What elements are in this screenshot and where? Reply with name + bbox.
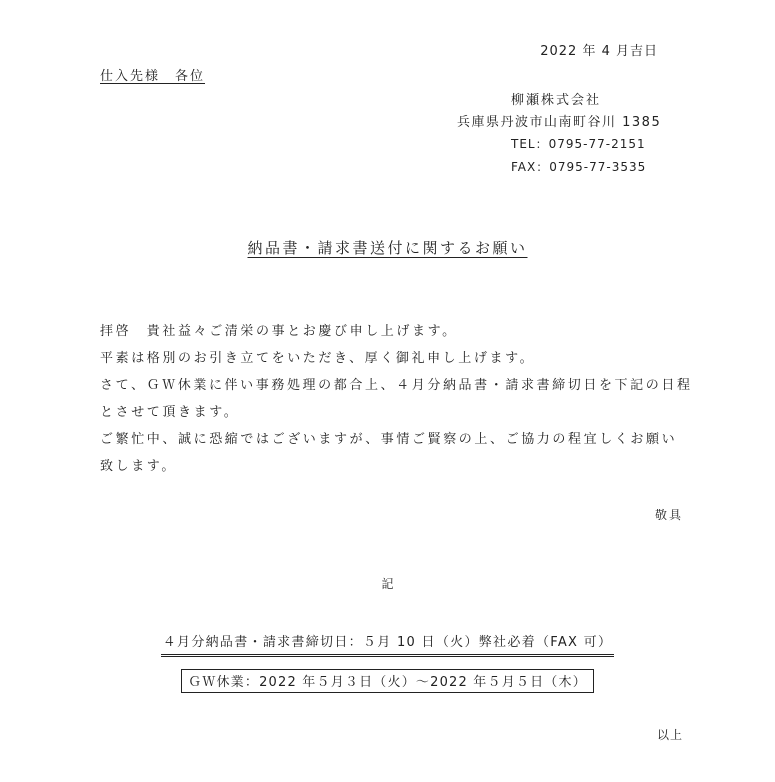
ki-heading: 記 — [381, 577, 394, 591]
deadline-row — [0, 631, 775, 657]
body-line: 拝啓 貴社益々ご清栄の事とお慶び申し上げます。 — [100, 324, 458, 339]
recipient-line: 仕入先様 各位 — [100, 69, 206, 84]
closing-keigu: 敬具 — [654, 508, 683, 522]
holiday-row — [0, 669, 775, 693]
document-date: 2022 年 4 月吉日 — [540, 44, 658, 59]
holiday-notice-box: ＧＷ休業：2022 年５月３日（火）～2022 年５月５日（木） — [181, 669, 594, 693]
body-line: ご繁忙中、誠に恐縮ではございますが、事情ご賢察の上、ご協力の程宜しくお願い — [100, 432, 678, 447]
sender-address: 兵庫県丹波市山南町谷川 1385 — [457, 115, 662, 130]
body-line: とさせて頂きます。 — [100, 405, 240, 420]
document-title-row — [0, 237, 775, 258]
sender-company: 柳瀬株式会社 — [511, 93, 602, 108]
document-title: 納品書・請求書送付に関するお願い — [247, 239, 528, 257]
body-line: さて、ＧＷ休業に伴い事務処理の都合上、４月分納品書・請求書締切日を下記の日程 — [100, 378, 693, 393]
sender-tel: TEL：0795-77-2151 — [511, 137, 646, 151]
body-line: 致します。 — [100, 459, 177, 474]
deadline-notice: ４月分納品書・請求書締切日：５月 10 日（火）弊社必着（FAX 可） — [161, 631, 615, 657]
body-line: 平素は格別のお引き立てをいただき、厚く御礼申し上げます。 — [100, 351, 536, 366]
end-ijou: 以上 — [656, 728, 683, 742]
sender-fax: FAX：0795-77-3535 — [511, 160, 647, 174]
